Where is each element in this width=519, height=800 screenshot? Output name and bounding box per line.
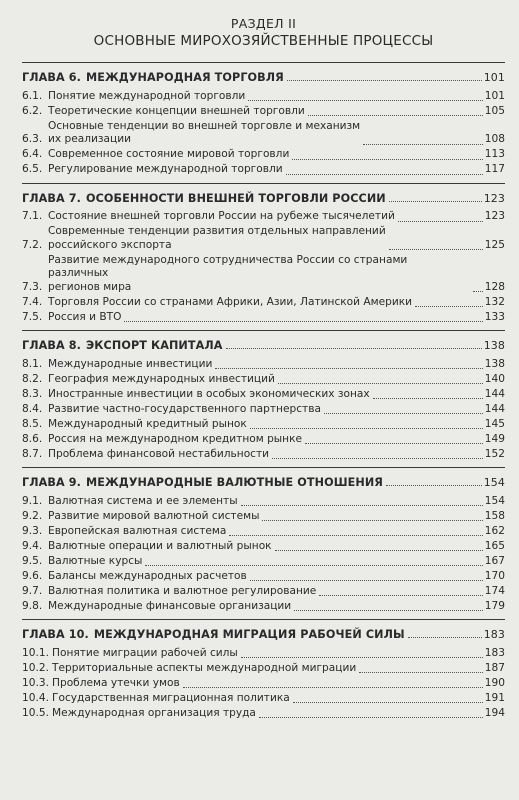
section-entry[interactable] — [22, 525, 505, 539]
section-number: 8.1. — [22, 357, 43, 370]
section-page-number: 179 — [484, 599, 505, 612]
section-number: 8.2. — [22, 372, 43, 385]
chapter-heading[interactable] — [22, 330, 505, 356]
section-title-line1: Иностранные инвестиции в особых экономических зонах — [48, 387, 370, 400]
section-title — [48, 388, 370, 402]
section-entry[interactable] — [22, 510, 505, 524]
dot-leader — [363, 144, 483, 145]
section-title-line1: Торговля России со странами Африки, Азии, Латинской Америки — [48, 295, 413, 308]
section-title — [48, 570, 247, 584]
section-entry[interactable] — [22, 600, 505, 614]
section-number: 7.2. — [22, 238, 43, 251]
section-title-line1: Международные инвестиции — [48, 357, 213, 370]
section-entry[interactable] — [22, 210, 505, 224]
dot-leader — [250, 580, 483, 581]
section-page-number: 149 — [484, 432, 505, 445]
section-title — [52, 662, 356, 676]
section-page-number: 194 — [484, 706, 505, 719]
section-number: 9.7. — [22, 584, 43, 597]
section-number: 7.1. — [22, 210, 43, 222]
section-page-number: 144 — [484, 402, 505, 415]
section-entry[interactable] — [22, 692, 505, 706]
section-number: 9.3. — [22, 524, 43, 537]
section-entry[interactable] — [22, 418, 505, 432]
section-page-number: 158 — [484, 509, 505, 522]
section-number: 8.5. — [22, 417, 43, 430]
section-entry[interactable] — [22, 570, 505, 584]
dot-leader — [124, 321, 482, 322]
section-page-number: 113 — [484, 148, 505, 160]
dot-leader — [275, 550, 483, 551]
chapter-heading[interactable] — [22, 467, 505, 493]
section-entry[interactable] — [22, 585, 505, 599]
section-page-number: 125 — [484, 238, 505, 251]
dot-leader — [262, 520, 482, 521]
section-title-line1: Понятие миграции рабочей силы — [52, 646, 238, 659]
section-page-number: 191 — [484, 691, 505, 704]
dot-leader — [292, 159, 482, 160]
section-entry[interactable] — [22, 495, 505, 509]
section-title-line1: Проблема финансовой нестабильности — [48, 447, 270, 460]
section-title — [48, 105, 305, 119]
section-number: 6.2. — [22, 104, 43, 117]
section-title-line1: Россия и ВТО — [48, 310, 122, 323]
chapter-page-number: 183 — [483, 628, 505, 641]
section-title — [48, 585, 316, 599]
section-page-number: 138 — [484, 357, 505, 370]
section-title — [48, 403, 321, 417]
section-title-line1: Европейская валютная система — [48, 524, 227, 537]
dot-leader — [324, 413, 483, 414]
section-title-line1: География международных инвестиций — [48, 372, 275, 385]
section-title — [48, 418, 247, 432]
chapter-title: МЕЖДУНАРОДНАЯ МИГРАЦИЯ РАБОЧЕЙ СИЛЫ — [93, 628, 405, 641]
section-title — [52, 647, 238, 661]
section-title-line1: Современное состояние мировой торговли — [48, 148, 290, 160]
chapter — [22, 467, 505, 613]
dot-leader — [389, 201, 482, 202]
section-entry[interactable] — [22, 677, 505, 691]
section-entry[interactable] — [22, 225, 505, 252]
chapter-number: ГЛАВА 10. — [22, 628, 89, 641]
section-title — [48, 90, 245, 104]
section-page-number: 167 — [484, 554, 505, 567]
section-title — [48, 163, 283, 177]
section-title — [48, 433, 302, 447]
dot-leader — [373, 398, 483, 399]
section-title — [48, 540, 272, 554]
section-title-line1: Теоретические концепции внешней торговли — [48, 104, 305, 117]
section-page-number: 133 — [484, 310, 505, 323]
dot-leader — [272, 458, 483, 459]
section-title — [52, 677, 180, 691]
section-number: 6.3. — [22, 133, 43, 145]
section-page-number: 101 — [484, 89, 505, 102]
chapter-number: ГЛАВА 8. — [22, 339, 81, 352]
section-entry[interactable] — [22, 120, 505, 147]
dot-leader — [287, 80, 482, 81]
section-entry[interactable] — [22, 662, 505, 676]
section-title — [48, 525, 226, 539]
section-title-line1: Развитие международного сотрудничества России со странами различных — [48, 253, 408, 279]
chapter — [22, 330, 505, 461]
part-header — [22, 16, 505, 50]
section-title — [48, 210, 395, 224]
section-entry[interactable] — [22, 254, 505, 295]
section-number: 8.7. — [22, 447, 43, 460]
section-page-number: 108 — [484, 133, 505, 145]
dot-leader — [229, 535, 482, 536]
section-title-line1: Проблема утечки умов — [52, 676, 180, 689]
dot-leader — [294, 610, 483, 611]
section-page-number: 145 — [484, 417, 505, 430]
dot-leader — [183, 687, 483, 688]
section-title-line1: Валютная политика и валютное регулирование — [48, 584, 317, 597]
section-title-line1: Территориальные аспекты международной миграции — [52, 661, 357, 674]
chapter — [22, 62, 505, 177]
section-title — [48, 600, 291, 614]
chapter — [22, 183, 505, 325]
section-title-line1: Состояние внешней торговли России на рубеже тысячелетий — [48, 210, 395, 222]
section-number: 8.4. — [22, 402, 43, 415]
section-number: 9.8. — [22, 599, 43, 612]
dot-leader — [389, 249, 483, 250]
section-number: 10.5. — [22, 706, 49, 719]
section-title — [52, 707, 256, 721]
section-entry[interactable] — [22, 707, 505, 721]
section-title — [52, 692, 290, 706]
section-title-line1: Международная организация труда — [52, 706, 256, 719]
chapter-number: ГЛАВА 7. — [22, 191, 81, 205]
section-title — [48, 148, 289, 162]
section-page-number: 162 — [484, 524, 505, 537]
chapter-heading[interactable] — [22, 62, 505, 88]
section-number: 6.5. — [22, 163, 43, 175]
section-title-line1: Международный кредитный рынок — [48, 417, 247, 430]
section-page-number: 174 — [484, 584, 505, 597]
section-entry[interactable] — [22, 448, 505, 462]
section-number: 7.5. — [22, 310, 43, 323]
section-entry[interactable] — [22, 163, 505, 177]
section-title-line1: Международные финансовые организации — [48, 599, 292, 612]
section-number: 10.1. — [22, 646, 49, 659]
dot-leader — [215, 368, 482, 369]
section-page-number: 152 — [484, 447, 505, 460]
section-page-number: 190 — [484, 676, 505, 689]
dot-leader — [241, 657, 483, 658]
section-page-number: 183 — [484, 646, 505, 659]
dot-leader — [398, 221, 483, 222]
dot-leader — [386, 485, 482, 486]
section-page-number: 105 — [484, 104, 505, 117]
section-page-number: 128 — [484, 280, 505, 293]
section-page-number: 144 — [484, 387, 505, 400]
section-title-line1: Регулирование международной торговли — [48, 163, 283, 175]
dot-leader — [359, 672, 483, 673]
section-page-number: 154 — [484, 494, 505, 507]
dot-leader — [278, 383, 483, 384]
section-number: 9.4. — [22, 539, 43, 552]
section-entry[interactable] — [22, 540, 505, 554]
dot-leader — [259, 717, 483, 718]
part-title: ОСНОВНЫЕ МИРОХОЗЯЙСТВЕННЫЕ ПРОЦЕССЫ — [93, 33, 434, 49]
dot-leader — [250, 428, 483, 429]
section-page-number: 187 — [484, 661, 505, 674]
dot-leader — [293, 702, 483, 703]
section-title-line2: их реализации — [48, 133, 132, 145]
section-page-number: 132 — [484, 295, 505, 308]
dot-leader — [248, 100, 482, 101]
section-number: 8.3. — [22, 387, 43, 400]
dot-leader — [408, 637, 482, 638]
chapter-list — [22, 62, 505, 720]
dot-leader — [308, 115, 483, 116]
section-number: 10.4. — [22, 691, 49, 704]
section-number: 8.6. — [22, 432, 43, 445]
section-number: 10.2. — [22, 661, 49, 674]
section-title — [48, 555, 142, 569]
section-title — [48, 296, 412, 310]
dot-leader — [415, 306, 483, 307]
dot-leader — [286, 174, 483, 175]
chapter-page-number: 154 — [483, 476, 505, 489]
section-entry[interactable] — [22, 433, 505, 447]
section-title — [48, 120, 360, 147]
chapter — [22, 619, 505, 720]
chapter-page-number: 123 — [483, 191, 505, 205]
section-number: 7.4. — [22, 295, 43, 308]
section-entry[interactable] — [22, 555, 505, 569]
section-title-line1: Развитие частно-государственного партнерства — [48, 402, 321, 415]
section-entry[interactable] — [22, 90, 505, 104]
section-entry[interactable] — [22, 296, 505, 310]
section-title — [48, 448, 269, 462]
section-entry[interactable] — [22, 105, 505, 119]
section-title-line2: регионов мира — [48, 280, 132, 293]
section-entry[interactable] — [22, 148, 505, 162]
chapter-title: ОСОБЕННОСТИ ВНЕШНЕЙ ТОРГОВЛИ РОССИИ — [86, 191, 386, 205]
chapter-number: ГЛАВА 6. — [22, 71, 81, 84]
section-title — [48, 373, 275, 387]
section-number: 9.6. — [22, 569, 43, 582]
section-title-line1: Валютная система и ее элементы — [48, 494, 238, 507]
chapter-title: ЭКСПОРТ КАПИТАЛА — [86, 339, 223, 352]
section-page-number: 165 — [484, 539, 505, 552]
section-page-number: 117 — [484, 163, 505, 175]
section-number: 6.1. — [22, 89, 43, 102]
section-number: 7.3. — [22, 280, 43, 293]
section-title-line2: российского экспорта — [48, 238, 172, 251]
part-label: РАЗДЕЛ II — [230, 16, 297, 31]
section-title-line1: Основные тенденции во внешней торговле и механизм — [48, 119, 361, 132]
section-title-line1: Валютные курсы — [48, 554, 143, 567]
chapter-title: МЕЖДУНАРОДНЫЕ ВАЛЮТНЫЕ ОТНОШЕНИЯ — [86, 476, 383, 489]
section-title — [48, 495, 238, 509]
section-title-line1: Валютные операции и валютный рынок — [48, 539, 272, 552]
chapter-heading[interactable] — [22, 619, 505, 645]
section-title-line1: Государственная миграционная политика — [52, 691, 290, 704]
section-entry[interactable] — [22, 403, 505, 417]
section-entry[interactable] — [22, 358, 505, 372]
chapter-title: МЕЖДУНАРОДНАЯ ТОРГОВЛЯ — [86, 71, 284, 84]
section-title-line1: Понятие международной торговли — [48, 89, 246, 102]
section-number: 9.5. — [22, 554, 43, 567]
dot-leader — [226, 348, 482, 349]
section-title — [48, 225, 386, 252]
dot-leader — [473, 291, 483, 292]
section-title-line1: Балансы международных расчетов — [48, 569, 247, 582]
section-page-number: 170 — [484, 569, 505, 582]
section-page-number: 123 — [484, 210, 505, 222]
chapter-page-number: 101 — [483, 71, 505, 84]
section-entry[interactable] — [22, 647, 505, 661]
section-entry[interactable] — [22, 388, 505, 402]
section-title-line1: Развитие мировой валютной системы — [48, 509, 260, 522]
section-number: 9.2. — [22, 509, 43, 522]
section-title-line1: Современные тенденции развития отдельных направлений — [48, 225, 386, 237]
section-entry[interactable] — [22, 311, 505, 325]
section-title — [48, 311, 121, 325]
section-number: 10.3. — [22, 676, 49, 689]
chapter-number: ГЛАВА 9. — [22, 476, 81, 489]
chapter-page-number: 138 — [483, 339, 505, 352]
dot-leader — [145, 565, 482, 566]
chapter-heading[interactable] — [22, 183, 505, 209]
section-page-number: 140 — [484, 372, 505, 385]
section-number: 9.1. — [22, 494, 43, 507]
dot-leader — [241, 505, 483, 506]
section-title — [48, 254, 470, 295]
section-title-line1: Россия на международном кредитном рынке — [48, 432, 303, 445]
section-title — [48, 358, 212, 372]
dot-leader — [305, 443, 483, 444]
dot-leader — [319, 595, 482, 596]
section-entry[interactable] — [22, 373, 505, 387]
section-title — [48, 510, 259, 524]
section-number: 6.4. — [22, 148, 43, 160]
